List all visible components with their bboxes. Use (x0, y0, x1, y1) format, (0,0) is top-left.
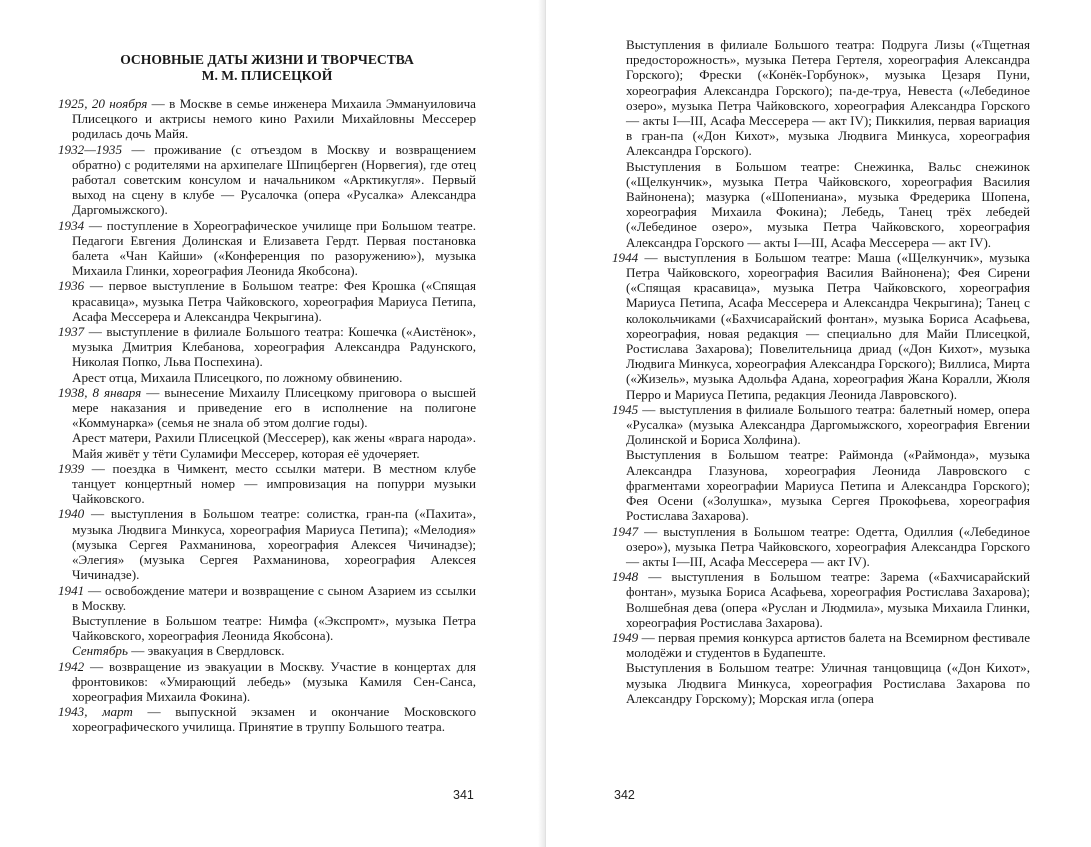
chronology-entry (58, 461, 476, 507)
chronology-entry (58, 96, 476, 142)
entry-text: Выступления в Большом театре: Уличная танцовщица («Дон Кихот», музыка Людвига Минкуса, хореография Ростислава Захарова по Александру Горскому); Морская игла (опера (626, 660, 1030, 706)
entry-text: — в Москве в семье инженера Михаила Эммануиловича Плисецкого и актрисы немого кино Рахили Михайловны Мессерер родилась дочь Майя. (72, 96, 476, 142)
chronology-paragraph (612, 37, 1030, 159)
entry-date: 1944 (612, 249, 639, 265)
entry-date: 1941 (58, 582, 85, 598)
chronology-entry (58, 278, 476, 324)
entry-text: Арест отца, Михаила Плисецкого, по ложному обвинению. (72, 369, 403, 385)
title-line-2: М. М. ПЛИСЕЦКОЙ (201, 67, 333, 83)
entry-text: — выступление в филиале Большого театра: Кошечка («Аистёнок», музыка Дмитрия Клебанова, хореография Александра Радунского, Николая Попко, Льва Поспехина). (72, 324, 476, 370)
chronology-entry (58, 583, 476, 613)
entry-date: 1937 (58, 324, 85, 340)
chronology-entry (612, 524, 1030, 570)
chronology-paragraph (612, 447, 1030, 523)
entry-date: 1947 (612, 523, 639, 539)
entry-date: 1943, март (58, 704, 133, 720)
left-page-text (58, 52, 476, 735)
chronology-paragraph (58, 430, 476, 460)
entry-text: — выпускной экзамен и окончание Московского хореографического училища. Принятие в труппу Большого театра. (72, 704, 476, 735)
entry-text: — возвращение из эвакуации в Москву. Участие в концертах для фронтовиков: «Умирающий лебедь» (музыка Камиля Сен-Санса, хореография Михаила Фокина). (72, 658, 476, 704)
entry-text: — освобождение матери и возвращение с сыном Азарием из ссылки в Москву. (72, 582, 476, 613)
chronology-paragraph (612, 660, 1030, 706)
entry-date: 1925, 20 ноября (58, 96, 148, 111)
right-page (546, 0, 1091, 847)
title-line-1: ОСНОВНЫЕ ДАТЫ ЖИЗНИ И ТВОРЧЕСТВА (120, 52, 414, 67)
chronology-paragraph (58, 370, 476, 385)
entry-date: 1939 (58, 460, 85, 476)
chronology-entry (58, 704, 476, 734)
chronology-entry (612, 569, 1030, 630)
chronology-entry (58, 659, 476, 705)
chronology-entry (58, 142, 476, 218)
entry-text: — поступление в Хореографическое училище при Большом театре. Педагоги Евгения Долинская и Елизавета Гердт. Первая постановка балета «Чан Кайши» («Конференция по разоружению»), музыка Михаила Глинки, хореография Леонида Якобсона). (72, 217, 476, 279)
entry-text: Выступления в Большом театре: Раймонда («Раймонда», музыка Александра Глазунова, хореография Леонида Лавровского с фрагментами хореографии Мариуса Петипа и Александра Горского); Фея Осени («Золушка», музыка Сергея Прокофьева, хореография Ростислава Захарова). (626, 447, 1030, 524)
chronology-entry (58, 324, 476, 370)
chronology-paragraph (612, 159, 1030, 250)
chronology-title (58, 52, 476, 83)
entry-text: — выступления в Большом театре: Маша («Щелкунчик», музыка Петра Чайковского, хореография Василия Вайнонена); Фея Сирени («Спящая красавица», музыка Петра Чайковского, хореография Мариуса Петипа, Асафа Мессерера и Александра Чекрыгина); Танец с колокольчиками («Бахчисарайский фонтан», музыка Бориса Асафьева, хореография, новая редакция — специально для Майи Плисецкой, Ростислава Захарова); Повелительница дриад («Дон Кихот», музыка Людвига Минкуса, хореография Александра Горского); Виллиса, Мирта («Жизель», музыка Адольфа Адана, хореография Жана Коралли, Жюля Перро и Мариуса Петипа, редакция Леонида Лавровского). (626, 249, 1030, 402)
entry-text: — первое выступление в Большом театре: Фея Крошка («Спящая красавица», музыка Петра Чайковского, хореография Мариуса Петипа, Асафа Мессерера и Александра Чекрыгина). (72, 278, 476, 324)
chronology-entry (612, 402, 1030, 448)
entry-text: Выступления в филиале Большого театра: Подруга Лизы («Тщетная предосторожность», музыка Петера Гертеля, хореография Александра Горского); Фрески («Конёк-Горбунок», музыка Цезаря Пуни, хореография Александра Горского); па-де-труа, Невеста («Лебединое озеро», музыка Петра Чайковского, хореография Александра Горского — акты I—III, Асафа Мессерера — акт IV); Пиккилия, первая вариация в гран-па («Дон Кихот», музыка Людвига Минкуса, хореография Александра Горского). (626, 37, 1030, 159)
entry-text: — выступления в Большом театре: Зарема («Бахчисарайский фонтан», музыка Бориса Асафьева, хореография Ростислава Захарова); Волшебная дева (опера «Руслан и Людмила», музыка Михаила Глинки, хореография Ростислава Захарова). (626, 569, 1030, 630)
entry-date: 1932—1935 (58, 141, 123, 157)
chronology-entry (58, 218, 476, 279)
right-page-text (612, 37, 1030, 706)
left-page (0, 0, 545, 847)
entry-date: 1938, 8 января (58, 384, 142, 400)
entry-text: — поездка в Чимкент, место ссылки матери. В местном клубе танцует концертный номер — импровизация на попурри музыки Чайковского. (72, 460, 476, 507)
entry-text: — выступления в филиале Большого театра: балетный номер, опера «Русалка» (музыка Александра Даргомыжского, хореография Евгении Долинской и Бориса Холфина). (626, 401, 1030, 448)
entry-text: — первая премия конкурса артистов балета на Всемирном фестивале молодёжи и студентов в Будапеште. (626, 629, 1030, 661)
entry-text: — вынесение Михаилу Плисецкому приговора о высшей мере наказания и приведение его в исполнение на полигоне «Коммунарка» (семья не знала об этом долгие годы). (72, 384, 476, 431)
entry-text: — выступления в Большом театре: Одетта, Одиллия («Лебединое озеро»), музыка Петра Чайковского, хореография Александра Горского — акты I—III, Асафа Мессерера — акт IV). (626, 523, 1030, 569)
chronology-paragraph (58, 643, 476, 658)
entry-date: 1934 (58, 217, 85, 233)
entry-date: 1949 (612, 629, 639, 645)
entry-date: 1948 (612, 569, 639, 585)
chronology-entry (612, 630, 1030, 660)
entry-text: Выступления в Большом театре: Снежинка, Вальс снежинок («Щелкунчик», музыка Петра Чайковского, хореография Василия Вайнонена); мазурка («Шопениана», музыка Фредерика Шопена, хореография Михаила Фокина); Лебедь, Танец трёх лебедей («Лебединое озеро», музыка Петра Чайковского, хореография Александра Горского — акты I—III, Асафа Мессерера — акт IV). (626, 158, 1030, 250)
page-number: 342 (614, 788, 635, 802)
chronology-entry (58, 385, 476, 431)
entry-text: Выступление в Большом театре: Нимфа («Экспромт», музыка Петра Чайковского, хореография Леонида Якобсона). (72, 612, 476, 644)
entry-date: 1940 (58, 506, 85, 522)
entry-date: 1942 (58, 658, 85, 674)
page-number: 341 (453, 788, 474, 802)
entry-date: 1945 (612, 401, 639, 417)
entry-text: — эвакуация в Свердловск. (127, 643, 285, 659)
entry-text: — проживание (с отъездом в Москву и возвращением обратно) с родителями на архипелаге Шпицберген (Норвегия), где отец работал советским консулом и начальником «Арктикугля». Первый выход на сцену в клубе — Русалочка (опера «Русалка» Александра Даргомыжского). (72, 141, 476, 218)
entry-date: 1936 (58, 278, 85, 294)
chronology-paragraph (58, 613, 476, 643)
entry-text: Арест матери, Рахили Плисецкой (Мессерер), как жены «врага народа». Майя живёт у тёти Суламифи Мессерер, которая её удочеряет. (72, 430, 476, 461)
chronology-entry (612, 250, 1030, 402)
entry-text: — выступления в Большом театре: солистка, гран-па («Пахита», музыка Людвига Минкуса, хореография Мариуса Петипа); «Мелодия» (музыка Сергея Рахманинова, хореография Алексея Чичинадзе); «Элегия» (музыка Сергея Рахманинова, хореография Алексея Чичинадзе). (72, 506, 476, 583)
chronology-entry (58, 506, 476, 582)
entry-date: Сентябрь (72, 643, 128, 659)
